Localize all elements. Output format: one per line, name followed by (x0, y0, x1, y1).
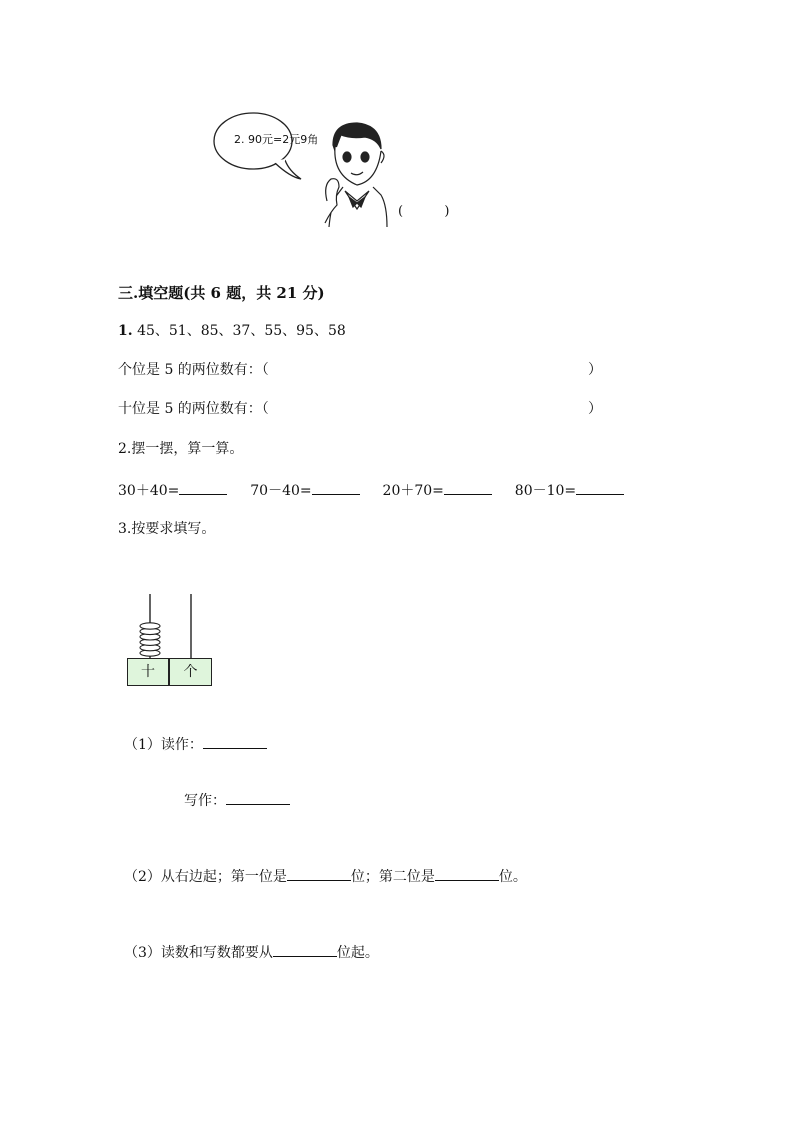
q1-numbers: 45、51、85、37、55、95、58 (137, 323, 346, 339)
abacus-tens-label: 十 (141, 664, 155, 680)
second-place-blank[interactable] (435, 866, 499, 881)
q3-sub3-part1: （3）读数和写数都要从 (124, 945, 273, 961)
boy-figure (325, 123, 387, 227)
abacus-bead (140, 623, 160, 629)
q3-sub1-read (124, 734, 267, 754)
first-place-blank[interactable] (287, 866, 351, 881)
abacus-ones-box (169, 658, 212, 686)
equation-2: 70－40= (250, 483, 312, 499)
q1-ones-five-label: 个位是 5 的两位数有：（ (118, 362, 269, 378)
q3-sub2-part3: 位。 (498, 869, 527, 885)
illustration (205, 105, 405, 230)
q3-sub2-part2: 位；第二位是 (350, 869, 435, 885)
equation-1: 30＋40= (118, 483, 180, 499)
abacus (127, 592, 217, 688)
q1-tens-five-label: 十位是 5 的两位数有：（ (118, 401, 269, 417)
equation-2-blank[interactable] (312, 480, 360, 495)
equation-3-blank[interactable] (444, 480, 492, 495)
speech-bubble-boy-image (205, 105, 405, 230)
q1-number: 1. (118, 323, 133, 339)
abacus-tens-box (127, 658, 169, 686)
equation-4-blank[interactable] (576, 480, 624, 495)
q3-sub3-part2: 位起。 (336, 945, 379, 961)
tens-beads (140, 623, 160, 656)
q3-title: 3.按要求填写。 (118, 521, 216, 537)
start-place-blank[interactable] (273, 942, 337, 957)
answer-parentheses: ( ) (398, 204, 450, 219)
q3-sub1-write (184, 790, 290, 810)
speech-bubble-text: 2. 90元=2元9角 (234, 133, 319, 146)
equation-3: 20＋70= (382, 483, 444, 499)
equation-1-blank[interactable] (179, 480, 227, 495)
q3-sub3 (124, 942, 379, 962)
q1-ones-five-close: ） (588, 362, 602, 378)
q3-sub2-part1: （2）从右边起；第一位是 (124, 869, 287, 885)
q1-line (118, 320, 346, 340)
q2-title: 2.摆一摆，算一算。 (118, 441, 244, 457)
q3-sub1-read-label: （1）读作： (124, 737, 203, 753)
write-as-blank[interactable] (226, 790, 290, 805)
abacus-ones-label: 个 (183, 664, 198, 680)
equation-4: 80－10= (514, 483, 577, 499)
q2-equations (118, 480, 624, 500)
q3-sub1-write-label: 写作： (184, 793, 226, 809)
section-heading: 三.填空题(共 6 题，共 21 分) (118, 284, 325, 302)
read-as-blank[interactable] (203, 734, 267, 749)
q3-sub2 (124, 866, 527, 886)
q1-tens-five-close: ） (588, 401, 602, 417)
